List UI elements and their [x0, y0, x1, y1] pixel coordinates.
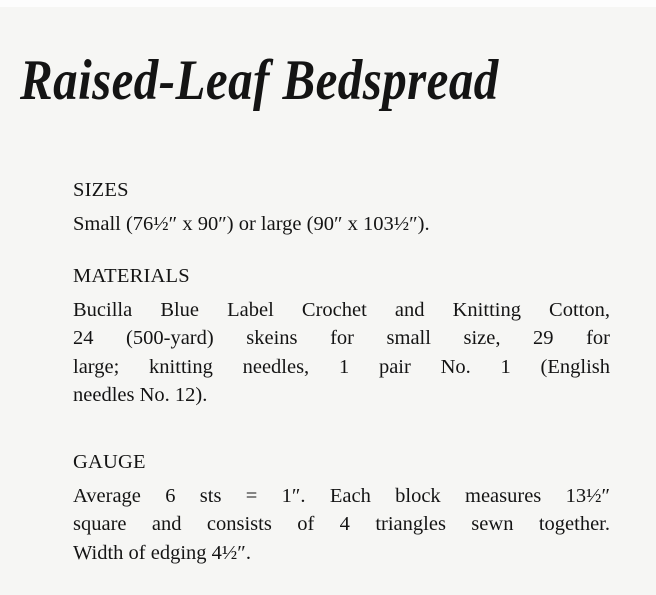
section-materials: [73, 266, 613, 410]
page-top-edge: [0, 0, 656, 7]
materials-line-4: needles No. 12).: [73, 384, 208, 406]
section-heading-materials: MATERIALS: [73, 265, 190, 287]
gauge-line-3: Width of edging 4½″.: [73, 541, 251, 564]
section-sizes: [73, 180, 613, 238]
page-title: Raised-Leaf Bedspread: [20, 49, 499, 113]
gauge-line-1: Average 6 sts = 1″. Each block measures 13½″: [73, 484, 610, 507]
section-heading-sizes: SIZES: [73, 179, 129, 201]
section-gauge: [73, 452, 613, 567]
materials-line-2: 24 (500-yard) skeins for small size, 29 for: [73, 327, 610, 349]
gauge-line-2: square and consists of 4 triangles sewn together.: [73, 513, 610, 535]
materials-line-1: Bucilla Blue Label Crochet and Knitting Cotton,: [73, 298, 610, 321]
materials-line-3: large; knitting needles, 1 pair No. 1 (English: [73, 355, 610, 378]
sizes-line-1: Small (76½″ x 90″) or large (90″ x 103½″).: [73, 212, 430, 235]
section-heading-gauge: GAUGE: [73, 451, 146, 473]
